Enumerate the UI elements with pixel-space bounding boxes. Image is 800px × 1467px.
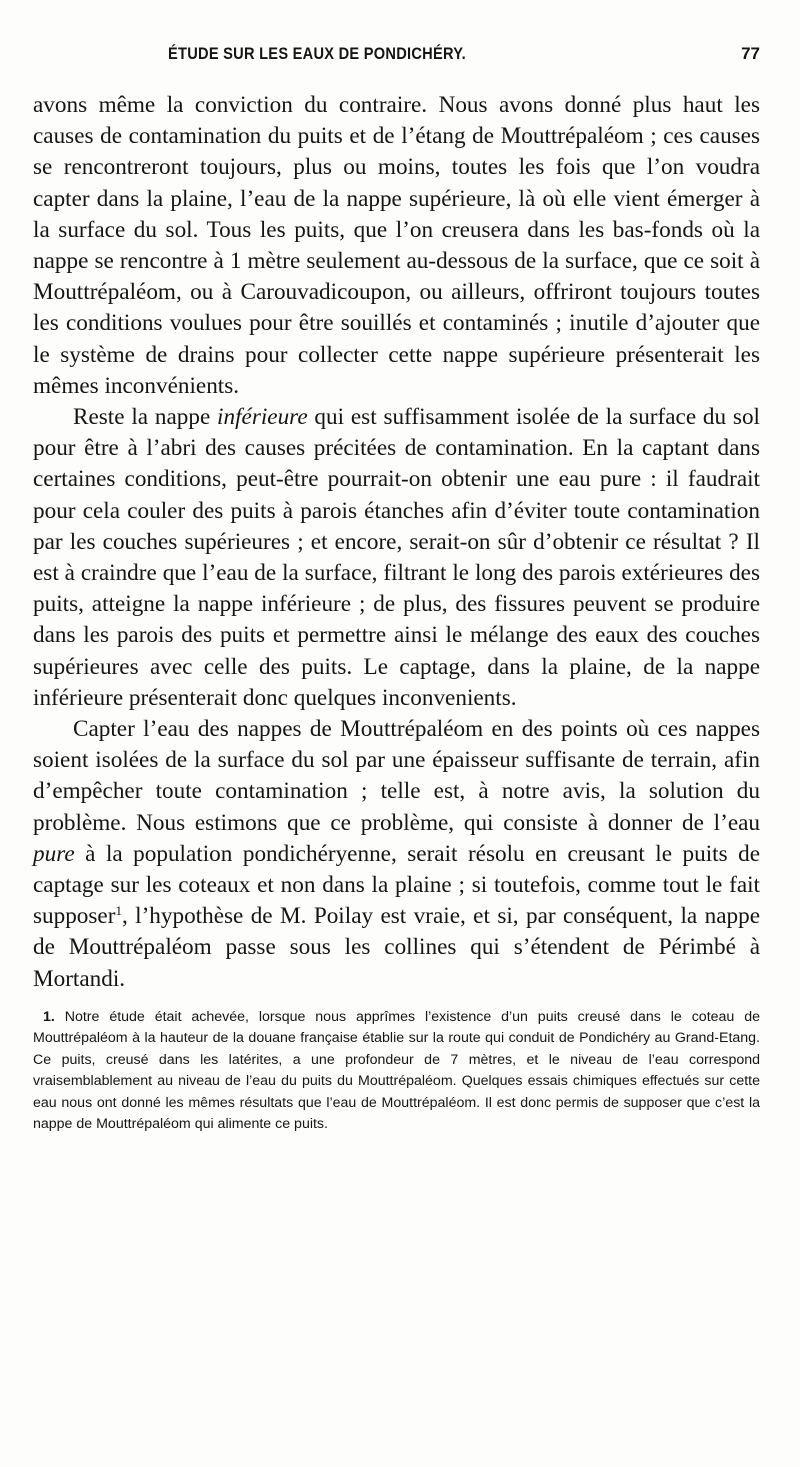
page-number: 77: [741, 44, 760, 63]
paragraph-3: [33, 714, 760, 995]
footnote-ref: 1: [115, 903, 122, 919]
paragraph-1: avons même la conviction du contraire. Nous avons donné plus haut les causes de contamination du puits et de l’étang de Mouttrépaléom ; ces causes se rencontreront toujours, plus ou moins, toutes les fois que l’on voudra capter dans la plaine, l’eau de la nappe supérieure, là où elle vient émerger à la surface du sol. Tous les puits, que l’on creusera dans les bas-fonds où la nappe se rencontre à 1 mètre seulement au-dessous de la surface, que ce soit à Mouttrépaléom, ou à Carouvadicoupon, ou ailleurs, offriront toujours toutes les conditions voulues pour être souillés et contaminés ; inutile d’ajouter que le système de drains pour collecter cette nappe supérieure présenterait les mêmes inconvénients.: [33, 92, 760, 399]
paragraph-3-start: Capter l’eau des nappes de Mouttrépaléom en des points où ces nappes soient isolées de la surface du sol par une épaisseur suffisante de terrain, afin d’empêcher toute contamination ; telle est, à notre avis, la solution du problème. Nous estimons que ce problème, qui consiste à donner de l’eau: [33, 716, 760, 836]
body-text: [33, 90, 760, 995]
italic-inferieure: inférieure: [217, 404, 308, 431]
italic-pure: pure: [33, 840, 75, 867]
footnote-text: Notre étude était achevée, lorsque nous apprîmes l’existence d’un puits creusé dans le coteau de Mouttrépaléom à la hauteur de la douane française établie sur la route qui conduit de Pondichéry au Grand-Etang. Ce puits, creusé dans les latérites, a une profondeur de 7 mètres, et le niveau de l’eau correspond vraisemblablement au niveau de l’eau du puits du Mouttrépaléom. Quelques essais chimiques effectués sur cette eau nous ont donné les mêmes résultats que l’eau de Mouttrépaléom. Il est donc permis de supposer que c’est la nappe de Mouttrépaléom qui alimente ce puits.: [33, 1008, 760, 1132]
running-head: ÉTUDE SUR LES EAUX DE PONDICHÉRY.: [168, 44, 466, 63]
footnote-number: 1.: [43, 1008, 55, 1025]
footnotes: [33, 1007, 760, 1135]
paragraph-3-middle: à la population pondichéryenne, serait résolu en creusant le puits de captage sur les coteaux et non dans la plaine ; si toutefois, comme tout le fait supposer: [33, 840, 760, 930]
paragraph-2: [33, 402, 760, 714]
paragraph-2-start: Reste la nappe: [73, 404, 218, 431]
page-header: [33, 44, 760, 72]
paragraph-3-end: , l’hypothèse de M. Poilay est vraie, et si, par conséquent, la nappe de Mouttrépaléom passe sous les collines qui s’étendent de Périmbé à Mortandi.: [33, 903, 760, 992]
footnote-1: [33, 1007, 760, 1135]
paragraph-2-rest: qui est suffisamment isolée de la surface du sol pour être à l’abri des causes précitées de contamination. En la captant dans certaines conditions, peut-être pourrait-on obtenir une eau pure : il faudrait pour cela couler des puits à parois étanches afin d’éviter toute contamination par les couches supérieures ; et encore, serait-on sûr d’obtenir ce résultat ? Il est à craindre que l’eau de la surface, filtrant le long des parois extérieures des puits, atteigne la nappe inférieure ; de plus, des fissures peuvent se produire dans les parois des puits et permettre ainsi le mélange des eaux des couches supérieures avec celle des puits. Le captage, dans la plaine, de la nappe inférieure présenterait donc quelques inconvenients.: [33, 404, 760, 711]
